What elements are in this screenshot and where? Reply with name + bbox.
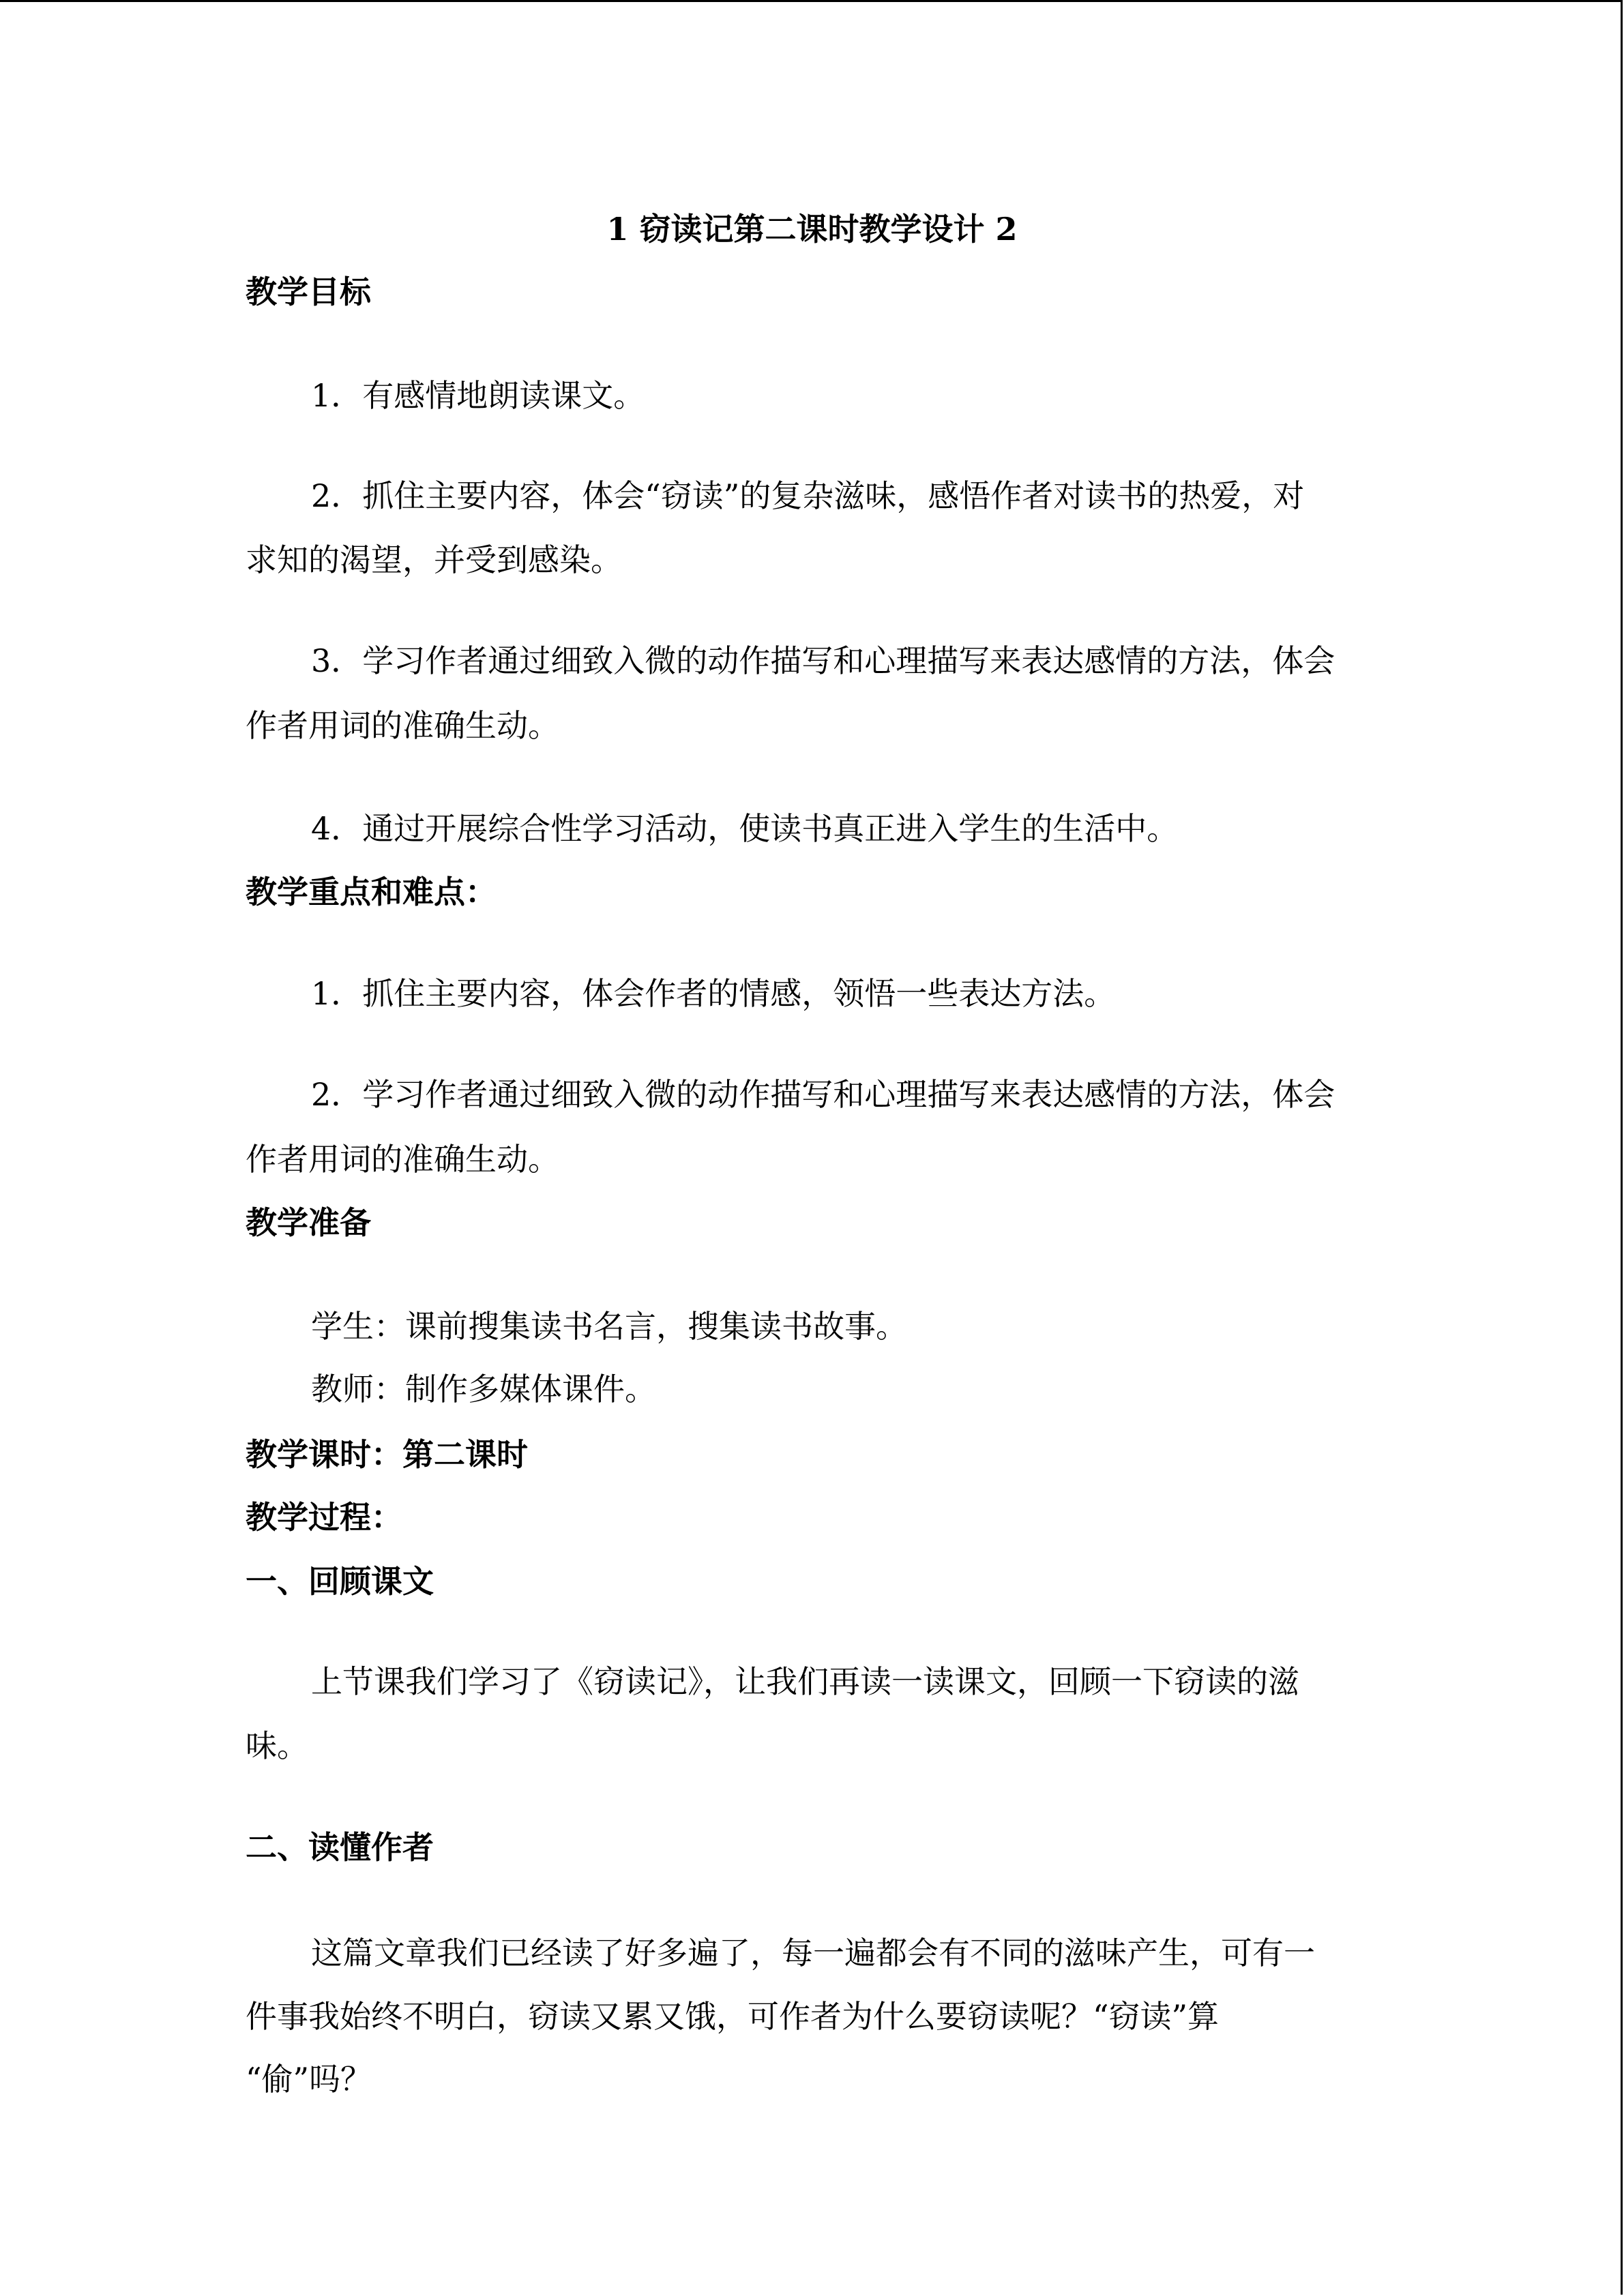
part1-heading: 一、回顾课文: [246, 1563, 434, 1600]
part2-paragraph-line-3: “偷”吗？: [246, 2061, 372, 2098]
objective-item-2-line-1: 2．抓住主要内容，体会“窃读”的复杂滋味，感悟作者对读书的热爱，对: [311, 477, 1305, 514]
part1-paragraph-line-1: 上节课我们学习了《窃读记》，让我们再读一读课文，回顾一下窃读的滋: [311, 1663, 1299, 1700]
objective-item-3-line-1: 3．学习作者通过细致入微的动作描写和心理描写来表达感情的方法，体会: [311, 642, 1335, 679]
focus-item-2-line-1: 2．学习作者通过细致入微的动作描写和心理描写来表达感情的方法，体会: [311, 1076, 1335, 1113]
objectives-heading: 教学目标: [246, 273, 371, 310]
preparation-teacher: 教师：制作多媒体课件。: [311, 1371, 656, 1407]
document-title: 1 窃读记第二课时教学设计 2: [606, 211, 1018, 248]
part2-heading: 二、读懂作者: [246, 1829, 434, 1866]
preparation-student: 学生：课前搜集读书名言，搜集读书故事。: [311, 1308, 907, 1345]
part2-paragraph-line-1: 这篇文章我们已经读了好多遍了，每一遍都会有不同的滋味产生，可有一: [311, 1935, 1315, 1971]
objective-item-4: 4．通过开展综合性学习活动，使读书真正进入学生的生活中。: [311, 810, 1179, 847]
focus-heading: 教学重点和难点：: [246, 874, 497, 910]
part2-paragraph-line-2: 件事我始终不明白，窃读又累又饿，可作者为什么要窃读呢？“窃读”算: [246, 1998, 1220, 2035]
process-heading: 教学过程：: [246, 1499, 402, 1536]
focus-item-1: 1．抓住主要内容，体会作者的情感，领悟一些表达方法。: [311, 975, 1116, 1012]
focus-item-2-line-2: 作者用词的准确生动。: [246, 1141, 559, 1178]
objective-item-1: 1．有感情地朗读课文。: [311, 377, 645, 414]
preparation-heading: 教学准备: [246, 1204, 371, 1241]
objective-item-3-line-2: 作者用词的准确生动。: [246, 707, 559, 744]
period-heading: 教学课时：第二课时: [246, 1436, 528, 1473]
part1-paragraph-line-2: 味。: [246, 1727, 308, 1764]
objective-item-2-line-2: 求知的渴望，并受到感染。: [246, 541, 622, 578]
